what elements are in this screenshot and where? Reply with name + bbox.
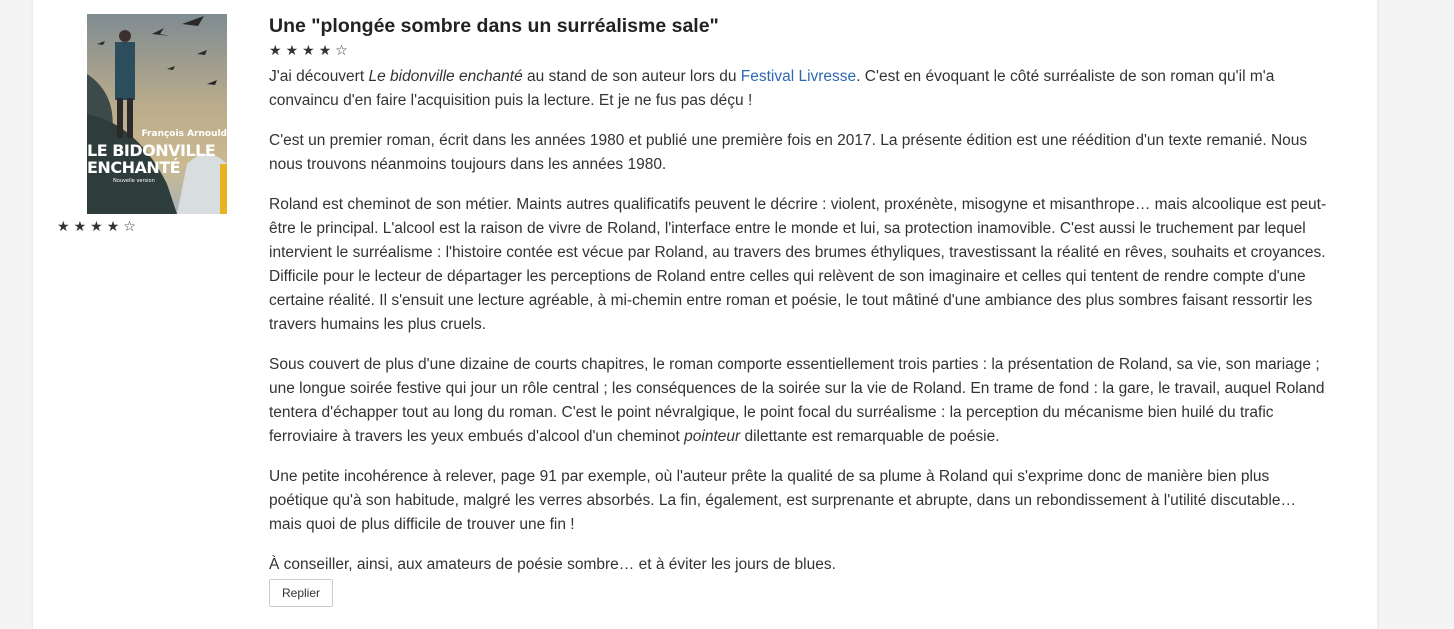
star-empty-icon: ☆	[335, 42, 352, 58]
cover-title	[87, 142, 227, 176]
cover-title-line1: LE BIDONVILLE	[87, 141, 216, 160]
book-column	[57, 14, 257, 235]
text-run: Sous couvert de plus d'une dizaine de courts chapitres, le roman comporte essentiellement trois parties : la présentation de Roland, sa vie, son mariage ; une longue soirée festive qui jour un rôle central ; les conséquences de la soirée sur la vie de Roland. En trame de fond : la gare, le travail, auquel Roland tentera d'échapper tout au long du roman. C'est le point névralgique, le point focal du surréalisme : la perception du mécanisme bien huilé du trafic ferroviaire à travers les yeux embués d'alcool d'un cheminot	[269, 356, 1325, 445]
star-filled-icon: ★	[285, 42, 303, 58]
star-filled-icon: ★	[106, 218, 124, 234]
book-title-emphasis: Le bidonville enchanté	[368, 68, 523, 85]
text-run: au stand de son auteur lors du	[522, 68, 741, 85]
review-card	[33, 0, 1377, 629]
review-title: Une "plongée sombre dans un surréalisme sale"	[269, 15, 719, 37]
cover-subtitle: Nouvelle version	[113, 178, 155, 184]
book-rating	[57, 218, 257, 235]
star-filled-icon: ★	[302, 42, 319, 58]
review-paragraph	[269, 65, 1329, 113]
text-run: . C'est en évoquant le côté surréaliste de son roman qu'il m'a convaincu d'en faire l'acquisition puis la lecture. Et je ne fus pas déçu !	[269, 68, 1275, 109]
review-paragraph: À conseiller, ainsi, aux amateurs de poésie sombre… et à éviter les jours de blues.	[269, 556, 836, 573]
cover-art	[57, 14, 257, 214]
emphasis: pointeur	[684, 428, 741, 445]
collapse-button[interactable]: Replier	[269, 579, 333, 607]
review-paragraph	[269, 353, 1329, 449]
star-filled-icon: ★	[318, 42, 336, 58]
review-paragraph: Une petite incohérence à relever, page 91 par exemple, où l'auteur prête la qualité de sa plume à Roland qui s'exprime donc de manière bien plus poétique qu'à son habitude, malgré les verres absorbés. La fin, également, est surprenante et abrupte, dans un rebondissement à l'utilité discutable… mais quoi de plus difficile de trouver une fin !	[269, 468, 1296, 533]
star-empty-icon: ☆	[123, 218, 140, 234]
star-filled-icon: ★	[57, 218, 74, 234]
review-content	[269, 12, 1329, 607]
review-paragraph: C'est un premier roman, écrit dans les années 1980 et publié une première fois en 2017. La présente édition est une réédition d'un texte remanié. Nous nous trouvons néanmoins toujours dans les années 1980.	[269, 132, 1308, 173]
star-filled-icon: ★	[90, 218, 107, 234]
text-run: dilettante est remarquable de poésie.	[740, 428, 1000, 445]
star-filled-icon: ★	[73, 218, 91, 234]
review-paragraph: Roland est cheminot de son métier. Maints autres qualificatifs peuvent le décrire : violent, proxénète, misogyne et misanthrope… mais alcoolique est peut-être le principal. L'alcool est la raison de vivre de Roland, l'interface entre le monde et lui, sa protection inamovible. C'est aussi le truchement par lequel intervient le surréalisme : l'histoire contée est vécue par Roland, au travers des brumes éthyliques, travestissant la réalité en rêves, souhaits et croyances. Difficile pour le lecteur de départager les perceptions de Roland entre celles qui relèvent de son imaginaire et celles qui tentent de rendre compte d'une certaine réalité. Il s'ensuit une lecture agréable, à mi-chemin entre roman et poésie, le tout mâtiné d'une ambiance des plus sombres faisant ressortir les travers humains les plus cruels.	[269, 196, 1327, 333]
review-body	[269, 65, 1329, 577]
book-cover[interactable]	[57, 14, 257, 214]
review-rating	[269, 42, 1329, 59]
text-run: J'ai découvert	[269, 68, 369, 85]
cover-author: François Arnould	[141, 129, 227, 139]
star-filled-icon: ★	[269, 42, 286, 58]
cover-title-line2: ENCHANTÉ	[87, 158, 181, 177]
festival-link[interactable]: Festival Livresse	[740, 68, 857, 85]
